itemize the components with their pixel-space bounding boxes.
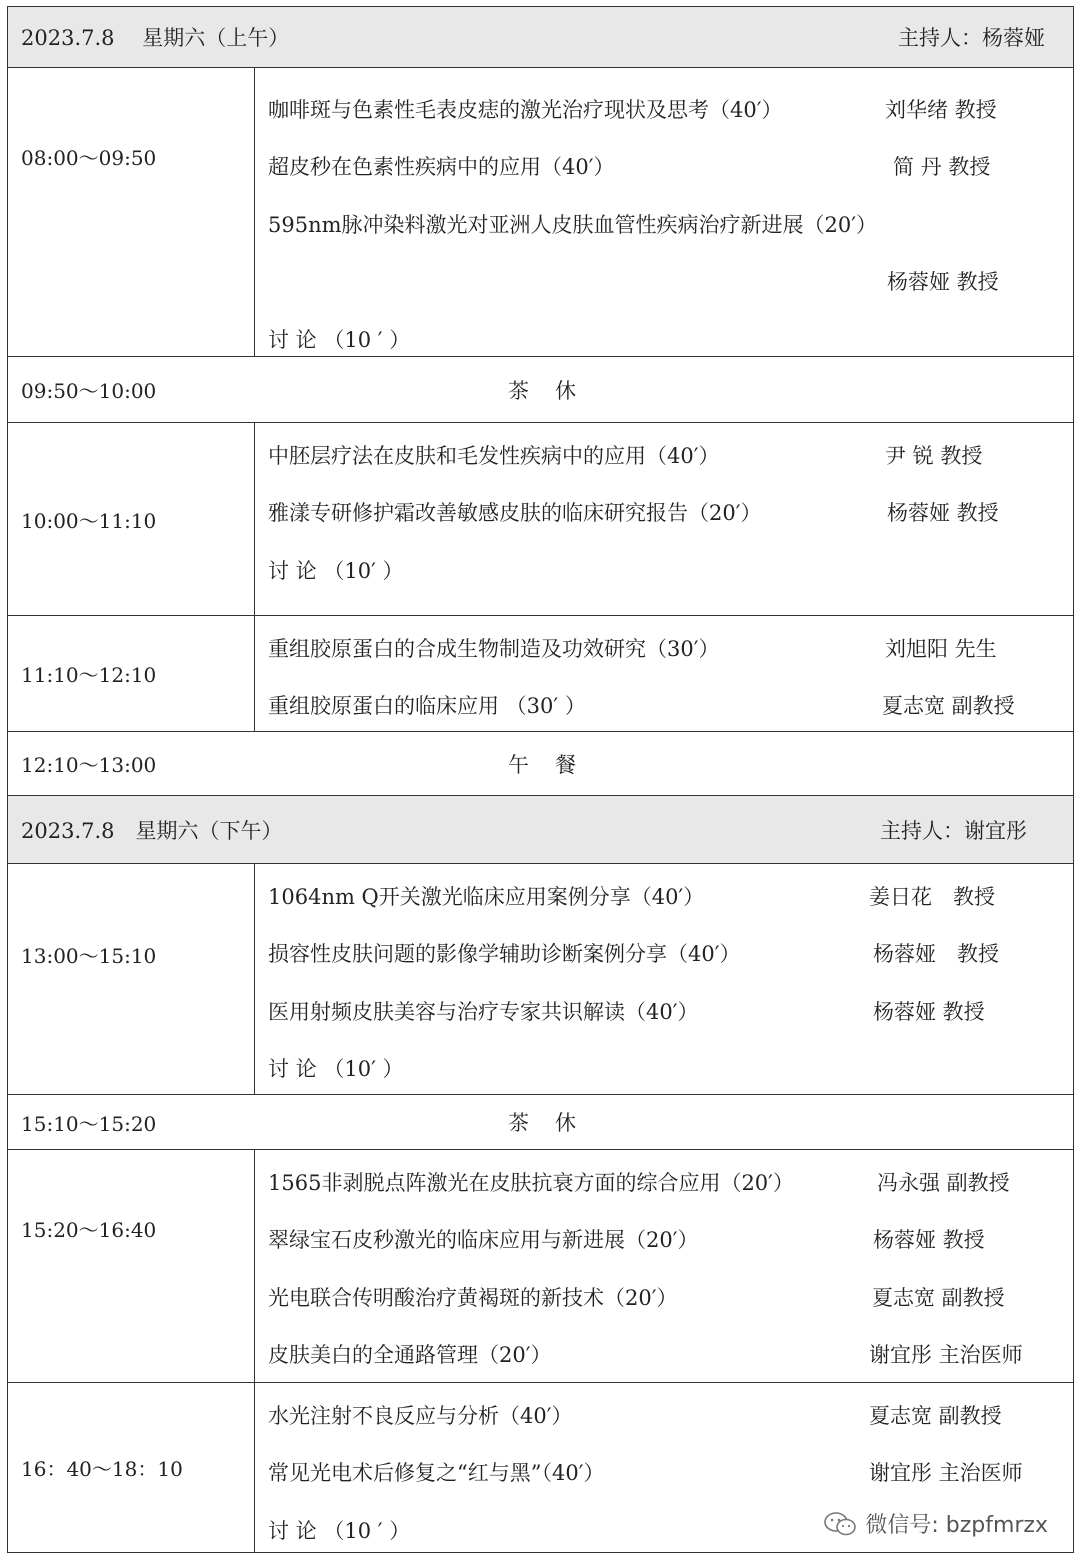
agenda-item <box>255 541 1073 599</box>
talk-title: 超皮秒在色素性疾病中的应用（40′） <box>268 155 615 180</box>
session-host: 主持人：谢宜彤 <box>880 818 1027 843</box>
talk-title: 中胚层疗法在皮肤和毛发性疾病中的应用（40′） <box>268 443 720 468</box>
talk-title: 常见光电术后修复之“红与黑”（40′） <box>268 1461 605 1486</box>
session-date: 2023.7.8 星期六（上午） <box>21 26 290 50</box>
break-label: 茶休 <box>508 378 602 403</box>
speaker: 杨蓉娅 教授 <box>873 1228 985 1253</box>
time-slot: 08:00～09:50 <box>8 68 255 356</box>
agenda-item <box>255 426 1073 484</box>
schedule-block <box>8 864 1074 1095</box>
talk-title: 翠绿宝石皮秒激光的临床应用与新进展（20′） <box>268 1228 699 1253</box>
schedule-block <box>8 423 1074 616</box>
speaker: 尹 锐 教授 <box>885 443 983 468</box>
agenda-item <box>255 1268 1073 1326</box>
talk-title: 1565非剥脱点阵激光在皮肤抗衰方面的综合应用（20′） <box>268 1170 794 1195</box>
speaker: 夏志宽 副教授 <box>882 694 1015 719</box>
break-row <box>8 357 1074 423</box>
talk-title: 595nm脉冲染料激光对亚洲人皮肤血管性疾病治疗新进展（20′） <box>268 212 878 237</box>
time-slot: 12:10～13:00 <box>21 753 157 777</box>
speaker: 杨蓉娅 教授 <box>873 942 999 967</box>
block-items <box>255 864 1073 1094</box>
speaker: 谢宜彤 主治医师 <box>869 1343 1023 1368</box>
speaker: 刘旭阳 先生 <box>885 636 997 661</box>
talk-title: 光电联合传明酸治疗黄褐斑的新技术（20′） <box>268 1285 678 1310</box>
schedule-table <box>7 6 1074 1553</box>
agenda-item <box>255 867 1073 925</box>
time-slot: 15:10～15:20 <box>21 1111 157 1136</box>
speaker: 冯永强 副教授 <box>877 1170 1010 1195</box>
break-row <box>8 1095 1074 1150</box>
agenda-item <box>255 253 1073 311</box>
talk-title: 讨 论 （10′ ） <box>268 1057 404 1082</box>
agenda-item <box>255 982 1073 1040</box>
speaker: 杨蓉娅 教授 <box>887 501 999 526</box>
agenda-item <box>255 1386 1073 1444</box>
watermark <box>823 1508 1048 1539</box>
talk-title: 水光注射不良反应与分析（40′） <box>268 1403 573 1428</box>
schedule-block <box>8 1150 1074 1383</box>
talk-title: 皮肤美白的全通路管理（20′） <box>268 1343 552 1368</box>
agenda-item <box>255 484 1073 542</box>
time-slot: 16：40～18：10 <box>8 1383 255 1552</box>
speaker: 杨蓉娅 教授 <box>887 270 999 295</box>
speaker: 刘华绪 教授 <box>885 97 997 122</box>
talk-title: 咖啡斑与色素性毛表皮痣的激光治疗现状及思考（40′） <box>268 97 783 122</box>
time-slot: 13:00～15:10 <box>8 864 255 1094</box>
speaker: 夏志宽 副教授 <box>872 1285 1005 1310</box>
agenda-item <box>255 1211 1073 1269</box>
speaker: 简 丹 教授 <box>893 155 991 180</box>
time-slot: 15:20～16:40 <box>8 1150 255 1382</box>
block-items <box>255 68 1073 356</box>
talk-title: 讨 论 （10 ′ ） <box>268 327 411 352</box>
speaker: 杨蓉娅 教授 <box>873 999 985 1024</box>
schedule-block <box>8 616 1074 732</box>
watermark-text: 微信号: bzpfmrzx <box>865 1513 1048 1538</box>
block-items <box>255 1150 1073 1382</box>
block-items <box>255 423 1073 615</box>
agenda-item <box>255 1444 1073 1502</box>
agenda-item <box>255 925 1073 983</box>
schedule-block <box>8 68 1074 357</box>
talk-title: 讨 论 （10 ′ ） <box>268 1518 411 1543</box>
break-row <box>8 732 1074 796</box>
block-items <box>255 616 1073 731</box>
speaker: 姜日花 教授 <box>869 884 995 909</box>
time-slot: 09:50～10:00 <box>21 379 157 403</box>
agenda-item <box>255 138 1073 196</box>
agenda-item <box>255 195 1073 253</box>
speaker: 夏志宽 副教授 <box>869 1403 1002 1428</box>
speaker: 谢宜彤 主治医师 <box>869 1461 1023 1486</box>
break-label: 午餐 <box>508 752 602 777</box>
agenda-item <box>255 619 1073 677</box>
agenda-item <box>255 1040 1073 1098</box>
talk-title: 医用射频皮肤美容与治疗专家共识解读（40′） <box>268 999 699 1024</box>
time-slot: 11:10～12:10 <box>8 616 255 731</box>
agenda-item <box>255 1153 1073 1211</box>
time-slot: 10:00～11:10 <box>8 423 255 615</box>
talk-title: 1064nm Q开关激光临床应用案例分享（40′） <box>268 884 705 909</box>
session-header-afternoon <box>8 796 1074 864</box>
talk-title: 损容性皮肤问题的影像学辅助诊断案例分享（40′） <box>268 942 741 967</box>
session-header-morning <box>8 7 1074 68</box>
session-date: 2023.7.8 星期六（下午） <box>21 818 283 843</box>
agenda-item <box>255 677 1073 735</box>
talk-title: 重组胶原蛋白的临床应用 （30′ ） <box>268 694 586 719</box>
wechat-icon <box>823 1511 857 1537</box>
session-host: 主持人：杨蓉娅 <box>898 26 1045 50</box>
talk-title: 雅漾专研修护霜改善敏感皮肤的临床研究报告（20′） <box>268 501 762 526</box>
agenda-item <box>255 1326 1073 1384</box>
talk-title: 重组胶原蛋白的合成生物制造及功效研究（30′） <box>268 636 720 661</box>
agenda-item <box>255 80 1073 138</box>
break-label: 茶休 <box>508 1111 602 1135</box>
talk-title: 讨 论 （10′ ） <box>268 558 404 583</box>
